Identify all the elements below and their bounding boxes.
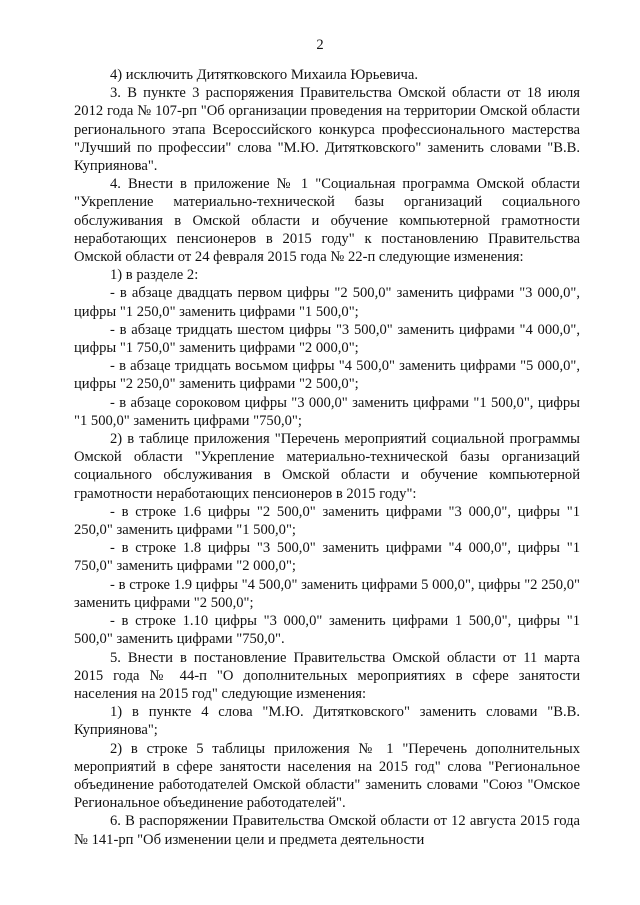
paragraph: - в абзаце тридцать восьмом цифры "4 500,0" заменить цифрами "5 000,0", цифры "2 250,0" заменить цифрами "2 500,0";	[74, 358, 580, 393]
paragraph: - в строке 1.8 цифры "3 500,0" заменить цифрами "4 000,0", цифры "1 750,0" заменить цифрами "2 000,0";	[74, 540, 580, 575]
paragraph: 3. В пункте 3 распоряжения Правительства Омской области от 18 июля 2012 года № 107-рп "Об организации проведения на территории Омской области регионального этапа Всероссийского конкурса профессионального мастерства "Лучший по профессии" слова "М.Ю. Дитятковского" заменить словами "В.В. Куприянова".	[74, 85, 580, 175]
paragraph: - в абзаце двадцать первом цифры "2 500,0" заменить цифрами "3 000,0", цифры "1 250,0" заменить цифрами "1 500,0";	[74, 285, 580, 320]
paragraph: 6. В распоряжении Правительства Омской области от 12 августа 2015 года № 141-рп "Об изменении цели и предмета деятельности	[74, 813, 580, 848]
paragraph: 5. Внести в постановление Правительства Омской области от 11 марта 2015 года № 44-п "О дополнительных мероприятиях в сфере занятости населения на 2015 год" следующие изменения:	[74, 649, 580, 702]
paragraph: 1) в пункте 4 слова "М.Ю. Дитятковского" заменить словами "В.В. Куприянова";	[74, 704, 580, 739]
paragraph: 1) в разделе 2:	[110, 267, 199, 284]
paragraph: 2) в строке 5 таблицы приложения № 1 "Перечень дополнительных мероприятий в сфере занятости населения на 2015 год" слова "Региональное объединение работодателей Омской области" заменить словами "Союз "Омское Региональное объединение работодателей".	[74, 740, 580, 812]
page-number: 2	[316, 37, 324, 53]
paragraph: 4. Внести в приложение № 1 "Социальная программа Омской области "Укрепление материально-технической базы организаций социального обслуживания в Омской области и обучение компьютерной грамотности неработающих пенсионеров в 2015 году" к постановлению Правительства Омской области от 24 февраля 2015 года № 22-п следующие изменения:	[74, 176, 580, 266]
paragraph: - в строке 1.9 цифры "4 500,0" заменить цифрами 5 000,0", цифры "2 250,0" заменить цифрами "2 500,0";	[74, 576, 580, 611]
paragraph: 4) исключить Дитятковского Михаила Юрьевича.	[110, 67, 419, 83]
document-body	[74, 66, 580, 849]
paragraph: - в строке 1.6 цифры "2 500,0" заменить цифрами "3 000,0", цифры "1 250,0" заменить цифрами "1 500,0";	[74, 503, 580, 539]
paragraph: - в абзаце тридцать шестом цифры "3 500,0" заменить цифрами "4 000,0", цифры "1 750,0" заменить цифрами "2 000,0";	[74, 321, 580, 357]
paragraph: 2) в таблице приложения "Перечень мероприятий социальной программы Омской области "Укрепление материально-технической базы организаций социального обслуживания в Омской области и обучение компьютерной грамотности неработающих пенсионеров в 2015 году":	[74, 431, 580, 502]
paragraph: - в строке 1.10 цифры "3 000,0" заменить цифрами 1 500,0", цифры "1 500,0" заменить цифрами "750,0".	[74, 613, 580, 648]
paragraph: - в абзаце сороковом цифры "3 000,0" заменить цифрами "1 500,0", цифры "1 500,0" заменить цифрами "750,0";	[74, 394, 580, 429]
